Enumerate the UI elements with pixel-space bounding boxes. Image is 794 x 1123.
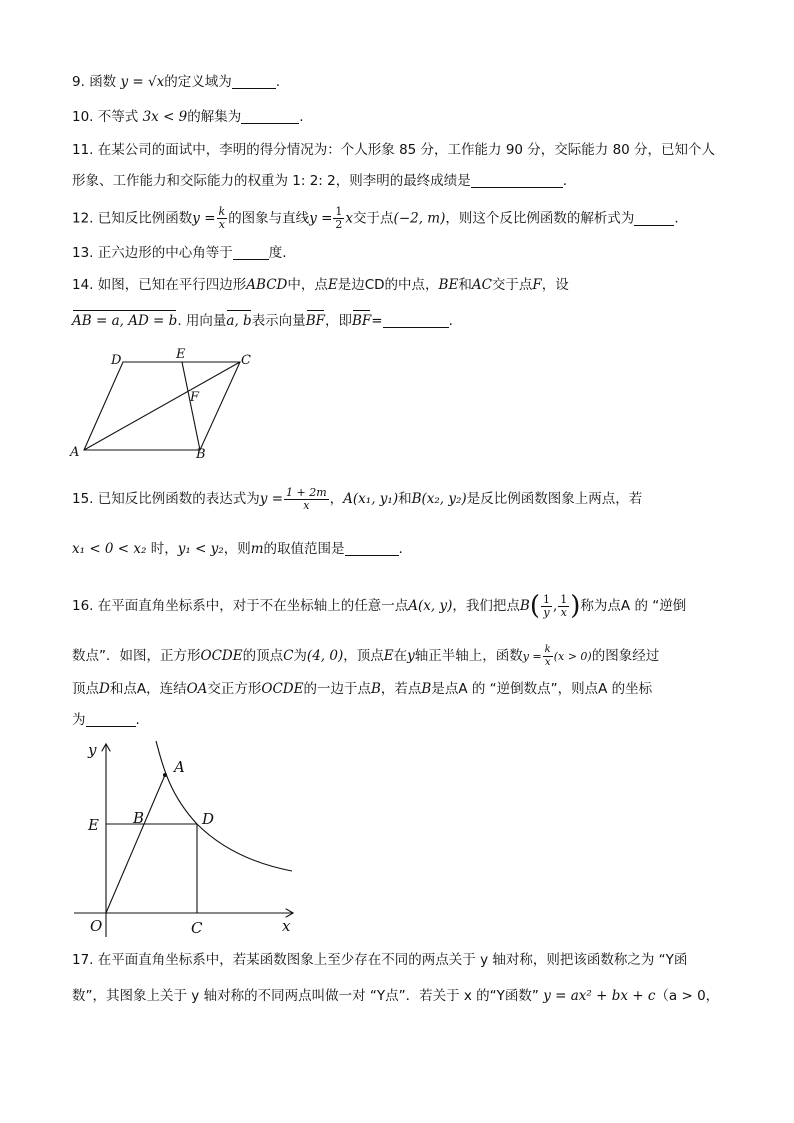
question-16-line-1: 16. 在平面直角坐标系中，对于不在坐标轴上的任意一点A(x, y)，我们把点B( $\frac{1}{y}$ , $\frac{1}{x}$ )称为点A 的 “逆倒 [72, 591, 687, 621]
label-e: E [176, 347, 186, 362]
question-15-line-2: x₁ < 0 < x₂ 时，y₁ < y₂，则m的取值范围是 . [72, 541, 403, 557]
label-c: C [191, 919, 203, 937]
segment-oa [106, 775, 165, 913]
question-13: 13. 正六边形的中心角等于 度. [72, 245, 287, 261]
fraction-one-over-x: $\frac{1}{x}$ [560, 592, 568, 619]
label-d: D [202, 810, 215, 828]
answer-blank-14[interactable] [383, 313, 449, 328]
label-e: E [88, 816, 99, 834]
fraction-k-over-x: $\frac{k}{x}$ [218, 205, 226, 231]
question-16-line-2: 数点”．如图，正方形OCDE的顶点C为(4, 0)，顶点E在y轴正半轴上，函数y = $\frac{k}{x}$ (x > 0)的图象经过 [72, 643, 660, 668]
label-a: A [70, 445, 80, 460]
question-16-line-4: 为 . [72, 712, 140, 728]
question-16-line-3: 顶点D和点A，连结OA交正方形OCDE的一边于点B，若点B是点A 的 “逆倒数点”，则点A 的坐标 [72, 681, 653, 697]
segment-be [182, 362, 200, 450]
fraction-one-over-y: $\frac{1}{y}$ [542, 592, 550, 619]
question-17-line-2: 数”，其图象上关于 y 轴对称的不同两点叫做一对 “Y点”．若关于 x 的“Y函数” y = ax² + bx + c（a > 0， [72, 988, 720, 1004]
label-f: F [190, 390, 200, 405]
label-o: O [90, 917, 103, 935]
answer-blank-11[interactable] [471, 173, 563, 188]
question-17-line-1: 17. 在平面直角坐标系中，若某函数图象上至少存在不同的两点关于 y 轴对称，则把该函数称之为 “Y函 [72, 952, 688, 968]
fraction-1-2m-over-x: $\frac{1 + 2m}{x}$ [286, 485, 327, 512]
label-c: C [241, 353, 251, 368]
answer-blank-13[interactable] [233, 245, 269, 260]
answer-blank-12[interactable] [634, 211, 674, 226]
question-10: 10. 不等式 3x < 9的解集为 . [72, 109, 304, 125]
q10-expression: 3x < 9 [142, 109, 188, 125]
question-14-line-2: AB = a, AD = b. 用向量a, b表示向量BF，即BF= . [72, 313, 453, 329]
answer-blank-10[interactable] [241, 109, 299, 124]
question-14-line-1: 14. 如图，已知在平行四边形ABCD中，点E是边CD的中点，BE和AC交于点F，设 [72, 277, 569, 293]
q9-expression: y = √x [120, 74, 165, 90]
coordinate-figure [70, 735, 302, 940]
fraction-one-half: $\frac{1}{2}$ [335, 205, 343, 231]
question-11-line-2: 形象、工作能力和交际能力的权重为 1: 2: 2，则李明的最终成绩是 . [72, 173, 568, 189]
answer-blank-16[interactable] [86, 712, 136, 727]
fraction-k-over-x-16: $\frac{k}{x}$ [544, 643, 551, 668]
label-b: B [196, 447, 206, 462]
label-d: D [111, 353, 122, 368]
label-b: B [133, 809, 145, 827]
parallelogram-figure [68, 344, 258, 462]
label-a: A [174, 758, 185, 776]
vector-ab-ad: AB = a, AD = b [72, 313, 178, 329]
segment-ac [84, 362, 240, 450]
answer-blank-9[interactable] [232, 74, 276, 89]
vector-bf: BF [305, 313, 325, 329]
label-x: x [282, 917, 291, 935]
question-15-line-1: 15. 已知反比例函数的表达式为y = $\frac{1 + 2m}{x}$ ，A(x₁, y₁)和B(x₂, y₂)是反比例函数图象上两点，若 [72, 485, 643, 512]
question-12: 12. 已知反比例函数y = $\frac{k}{x}$ 的图象与直线y = $\frac{1}{2}$ x交于点(−2, m)，则这个反比例函数的解析式为 . [72, 205, 679, 231]
answer-blank-15[interactable] [345, 541, 399, 556]
label-y: y [88, 741, 97, 759]
question-11-line-1: 11. 在某公司的面试中，李明的得分情况为：个人形象 85 分，工作能力 90 分，交际能力 80 分，已知个人 [72, 142, 716, 158]
point-a [163, 773, 167, 777]
question-9: 9. 函数 y = √x的定义域为 . [72, 74, 281, 90]
